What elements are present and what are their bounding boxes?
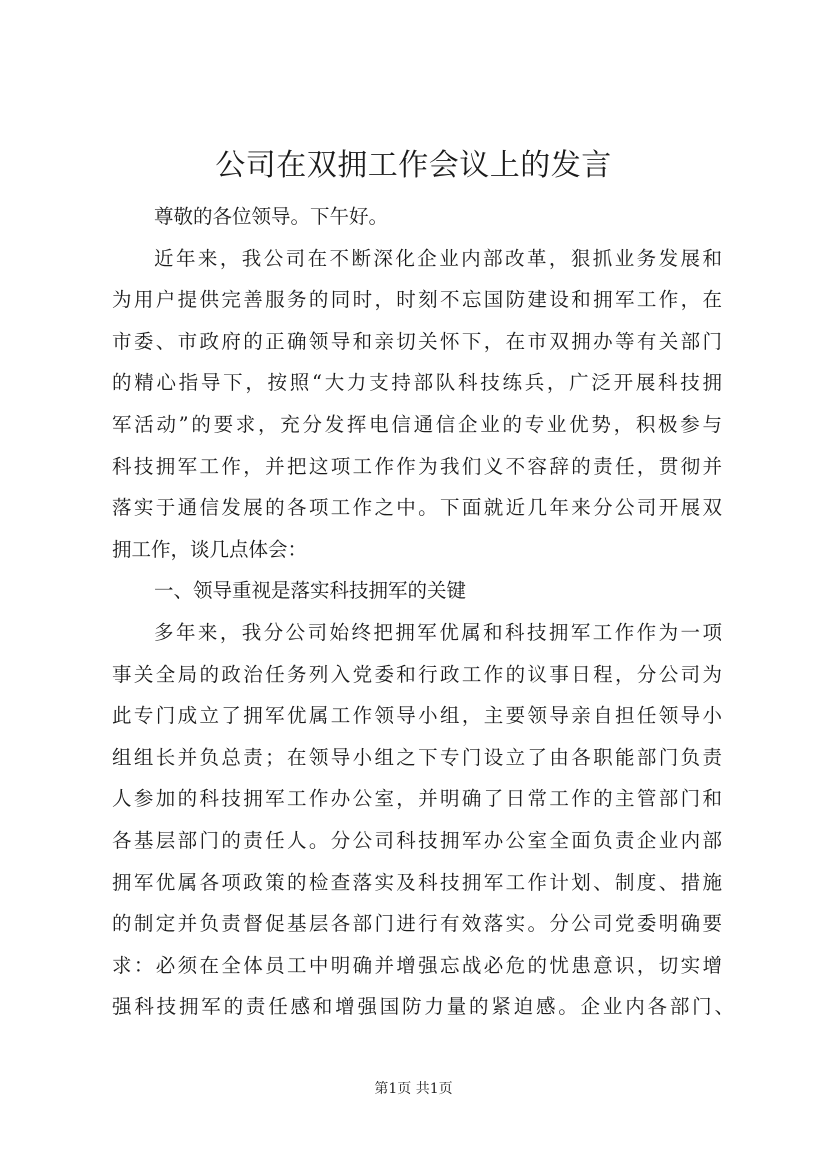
body-line: 拥工作，谈几点体会： xyxy=(112,537,308,561)
body-line: 市委、市政府的正确领导和亲切关怀下，在市双拥办等有关部门 xyxy=(112,329,722,353)
document-body xyxy=(112,196,734,1028)
body-line: 的精心指导下，按照“大力支持部队科技练兵，广泛开展科技拥 xyxy=(112,371,722,395)
body-line: 事关全局的政治任务列入党委和行政工作的议事日程，分公司为 xyxy=(112,662,722,686)
body-line: 为用户提供完善服务的同时，时刻不忘国防建设和拥军工作，在 xyxy=(112,288,722,312)
page-footer: 第1页 共1页 xyxy=(374,1081,453,1097)
body-line: 一、领导重视是落实科技拥军的关键 xyxy=(154,579,467,603)
body-line: 军活动”的要求，充分发挥电信通信企业的专业优势，积极参与 xyxy=(112,412,722,436)
body-line: 多年来，我分公司始终把拥军优属和科技拥军工作作为一项 xyxy=(154,620,722,644)
body-line: 各基层部门的责任人。分公司科技拥军办公室全面负责企业内部 xyxy=(112,828,722,852)
body-line: 求：必须在全体员工中明确并增强忘战必危的忧患意识，切实增 xyxy=(112,953,722,977)
body-line: 此专门成立了拥军优属工作领导小组，主要领导亲自担任领导小 xyxy=(112,704,722,728)
body-line: 落实于通信发展的各项工作之中。下面就近几年来分公司开展双 xyxy=(112,496,722,520)
body-line: 科技拥军工作，并把这项工作作为我们义不容辞的责任，贯彻并 xyxy=(112,454,722,478)
body-line: 尊敬的各位领导。下午好。 xyxy=(154,205,389,228)
body-line: 组组长并负总责；在领导小组之下专门设立了由各职能部门负责 xyxy=(112,745,722,769)
document-title: 公司在双拥工作会议上的发言 xyxy=(215,148,612,183)
body-line: 强科技拥军的责任感和增强国防力量的紧迫感。企业内各部门、 xyxy=(112,995,734,1019)
body-line: 近年来，我公司在不断深化企业内部改革，狠抓业务发展和 xyxy=(154,246,722,270)
body-line: 拥军优属各项政策的检查落实及科技拥军工作计划、制度、措施 xyxy=(112,870,722,894)
body-line: 人参加的科技拥军工作办公室，并明确了日常工作的主管部门和 xyxy=(112,787,722,811)
body-line: 的制定并负责督促基层各部门进行有效落实。分公司党委明确要 xyxy=(112,912,722,936)
